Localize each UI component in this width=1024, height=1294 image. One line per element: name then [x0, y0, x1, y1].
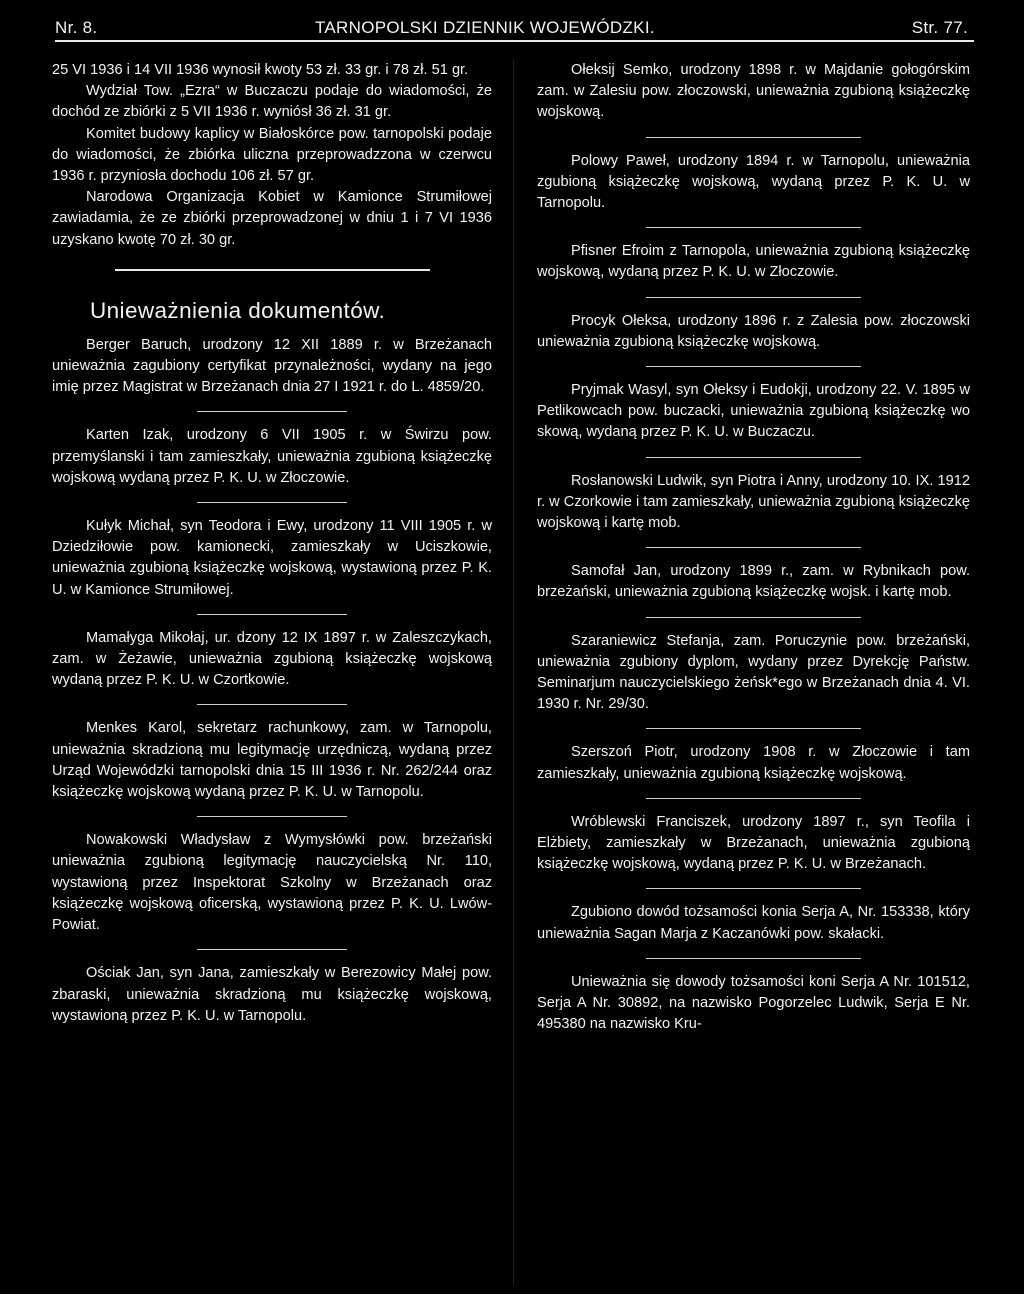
- notice-entry: Karten Izak, urodzony 6 VII 1905 r. w Świrzu pow. przemyślanski i tam zamieszkały, unieważnia zgubioną książeczkę wojskową wydaną przez P. K. U. w Złoczowie.: [52, 427, 492, 486]
- notice-entry: Unieważnia się dowody tożsamości koni Serja A Nr. 101512, Serja A Nr. 30892, na nazwisko Pogorzelec Ludwik, Serja E Nr. 495380 na nazwisko Kru-: [537, 973, 970, 1033]
- notice-entry: Kułyk Michał, syn Teodora i Ewy, urodzony 11 VIII 1905 r. w Dziedziłowie pow. kamionecki, zamieszkały w Uciszkowie, unieważnia zgubioną książeczkę wojskową, wystawioną przez P. K. U. w Kamionce Strumiłowej.: [52, 518, 492, 598]
- notice-entry: Wróblewski Franciszek, urodzony 1897 r., syn Teofila i Elżbiety, zamieszkały w Brzeżanach, unieważnia zgubioną książeczkę wojskową, wydaną przez P. K. U. w Brzeżanach.: [537, 813, 970, 873]
- notice-entry: Pfisner Efroim z Tarnopola, unieważnia zgubioną książeczkę wojskową, wydaną przez P. K. U. w Złoczowie.: [537, 243, 970, 281]
- notice-entry: Nowakowski Władysław z Wymysłówki pow. brzeżański unieważnia zgubioną legitymację nauczycielską Nr. 110, wystawioną przez Inspektorat Szkolny w Brzeżanach oraz książeczkę wojskową oficerską, wystawioną przez P. K. U. Lwów-Powiat.: [52, 832, 492, 934]
- section-title: Unieważnienia dokumentów.: [90, 297, 386, 323]
- entry-divider: [646, 617, 861, 618]
- entry-divider: [646, 547, 861, 548]
- entry-divider: [197, 704, 347, 705]
- entry-divider: [197, 502, 347, 503]
- paragraph: Narodowa Organizacja Kobiet w Kamionce Strumiłowej zawiadamia, że ze zbiórki przeprowadzonej w dniu 1 i 7 VI 1936 uzyskano kwotę 70 zł. 30 gr.: [52, 189, 492, 248]
- entry-divider: [646, 366, 861, 367]
- entry-divider: [646, 137, 861, 138]
- left-column: [52, 60, 492, 1027]
- right-column: [537, 60, 970, 1036]
- entry-divider: [646, 958, 861, 959]
- paragraph: Wydział Tow. „Ezra“ w Buczaczu podaje do wiadomości, że dochód ze zbiórki z 5 VII 1936 r. wyniósł 36 zł. 31 gr.: [52, 83, 492, 121]
- notice-entry: Menkes Karol, sekretarz rachunkowy, zam. w Tarnopolu, unieważnia skradzioną mu legitymację urzędniczą, wydaną przez Urząd Wojewódzki tarnopolski dnia 15 III 1936 r. Nr. 262/244 oraz książeczkę wojskową wydaną przez P. K. U. w Tarnopolu.: [52, 720, 492, 801]
- notice-entry: Samofał Jan, urodzony 1899 r., zam. w Rybnikach pow. brzeżański, unieważnia zgubioną książeczkę wojsk. i kartę mob.: [537, 563, 970, 601]
- entry-divider: [646, 798, 861, 799]
- entry-divider: [197, 411, 347, 412]
- entry-divider: [646, 888, 861, 889]
- notice-entry: Berger Baruch, urodzony 12 XII 1889 r. w Brzeżanach unieważnia zagubiony certyfikat przynależności, wydany na jego imię przez Magistrat w Brzeżanach dnia 27 I 1921 r. do L. 4859/20.: [52, 336, 492, 396]
- page-header: [55, 18, 974, 42]
- entry-divider: [646, 457, 861, 458]
- notice-entry: Pryjmak Wasyl, syn Ołeksy i Eudokji, urodzony 22. V. 1895 w Petlikowcach pow. buczacki, unieważnia zgubioną książeczkę wo skową, wydaną przez P. K. U. w Buczaczu.: [537, 382, 970, 441]
- notice-entry: Mamałyga Mikołaj, ur. dzony 12 IX 1897 r. w Zaleszczykach, zam. w Żeżawie, unieważnia zgubioną książeczkę wojskową wydaną przez P. K. U. w Czortkowie.: [52, 629, 492, 689]
- journal-title: TARNOPOLSKI DZIENNIK WOJEWÓDZKI.: [315, 18, 655, 37]
- entry-divider: [646, 227, 861, 228]
- paragraph: Komitet budowy kaplicy w Białoskórce pow. tarnopolski podaje do wiadomości, że zbiórka uliczna przeprowadzzona w czerwcu 1936 r. przyniosła dochodu 106 zł. 57 gr.: [52, 125, 492, 185]
- entry-divider: [197, 614, 347, 615]
- notice-entry: Rosłanowski Ludwik, syn Piotra i Anny, urodzony 10. IX. 1912 r. w Czorkowie i tam zamieszkały, unieważnia zgubioną książeczkę wojskową i kartę mob.: [537, 472, 970, 532]
- notice-entry: Szerszoń Piotr, urodzony 1908 r. w Złoczowie i tam zamieszkały, unieważnia zgubioną książeczkę wojskową.: [537, 744, 970, 782]
- page-number: Str. 77.: [911, 18, 968, 37]
- entry-divider: [646, 728, 861, 729]
- notice-entry: Procyk Ołeksa, urodzony 1896 r. z Zalesia pow. złoczowski unieważnia zgubioną książeczkę wojskową.: [537, 312, 970, 350]
- notice-entry: Ołeksij Semko, urodzony 1898 r. w Majdanie gołogórskim zam. w Zalesiu pow. złoczowski, unieważnia zgubioną książeczkę wojskową.: [537, 62, 970, 121]
- section-divider: [115, 269, 430, 271]
- issue-number: Nr. 8.: [55, 18, 98, 37]
- notice-entry: Zgubiono dowód tożsamości konia Serja A, Nr. 153338, który unieważnia Sagan Marja z Kaczanówki pow. skałacki.: [537, 904, 970, 942]
- paragraph: 25 VI 1936 i 14 VII 1936 wynosił kwoty 53 zł. 33 gr. i 78 zł. 51 gr.: [52, 62, 469, 78]
- entry-divider: [197, 949, 347, 950]
- notice-entry: Ościak Jan, syn Jana, zamieszkały w Berezowicy Małej pow. zbaraski, unieważnia skradzioną mu książeczkę wojskową, wystawioną przez P. K. U. w Tarnopolu.: [52, 965, 492, 1024]
- column-gutter: [513, 60, 514, 1285]
- notice-entry: Szaraniewicz Stefanja, zam. Poruczynie pow. brzeżański, unieważnia zgubiony dyplom, wydany przez Dyrekcję Państw. Seminarjum nauczycielskiego żeńsk*ego w Brzeżanach dnia 4. VI. 1930 r. Nr. 29/30.: [537, 632, 970, 713]
- entry-divider: [646, 297, 861, 298]
- notice-entry: Polowy Paweł, urodzony 1894 r. w Tarnopolu, unieważnia zgubioną książeczkę wojskową, wydaną przez P. K. U. w Tarnopolu.: [537, 152, 970, 212]
- entry-divider: [197, 816, 347, 817]
